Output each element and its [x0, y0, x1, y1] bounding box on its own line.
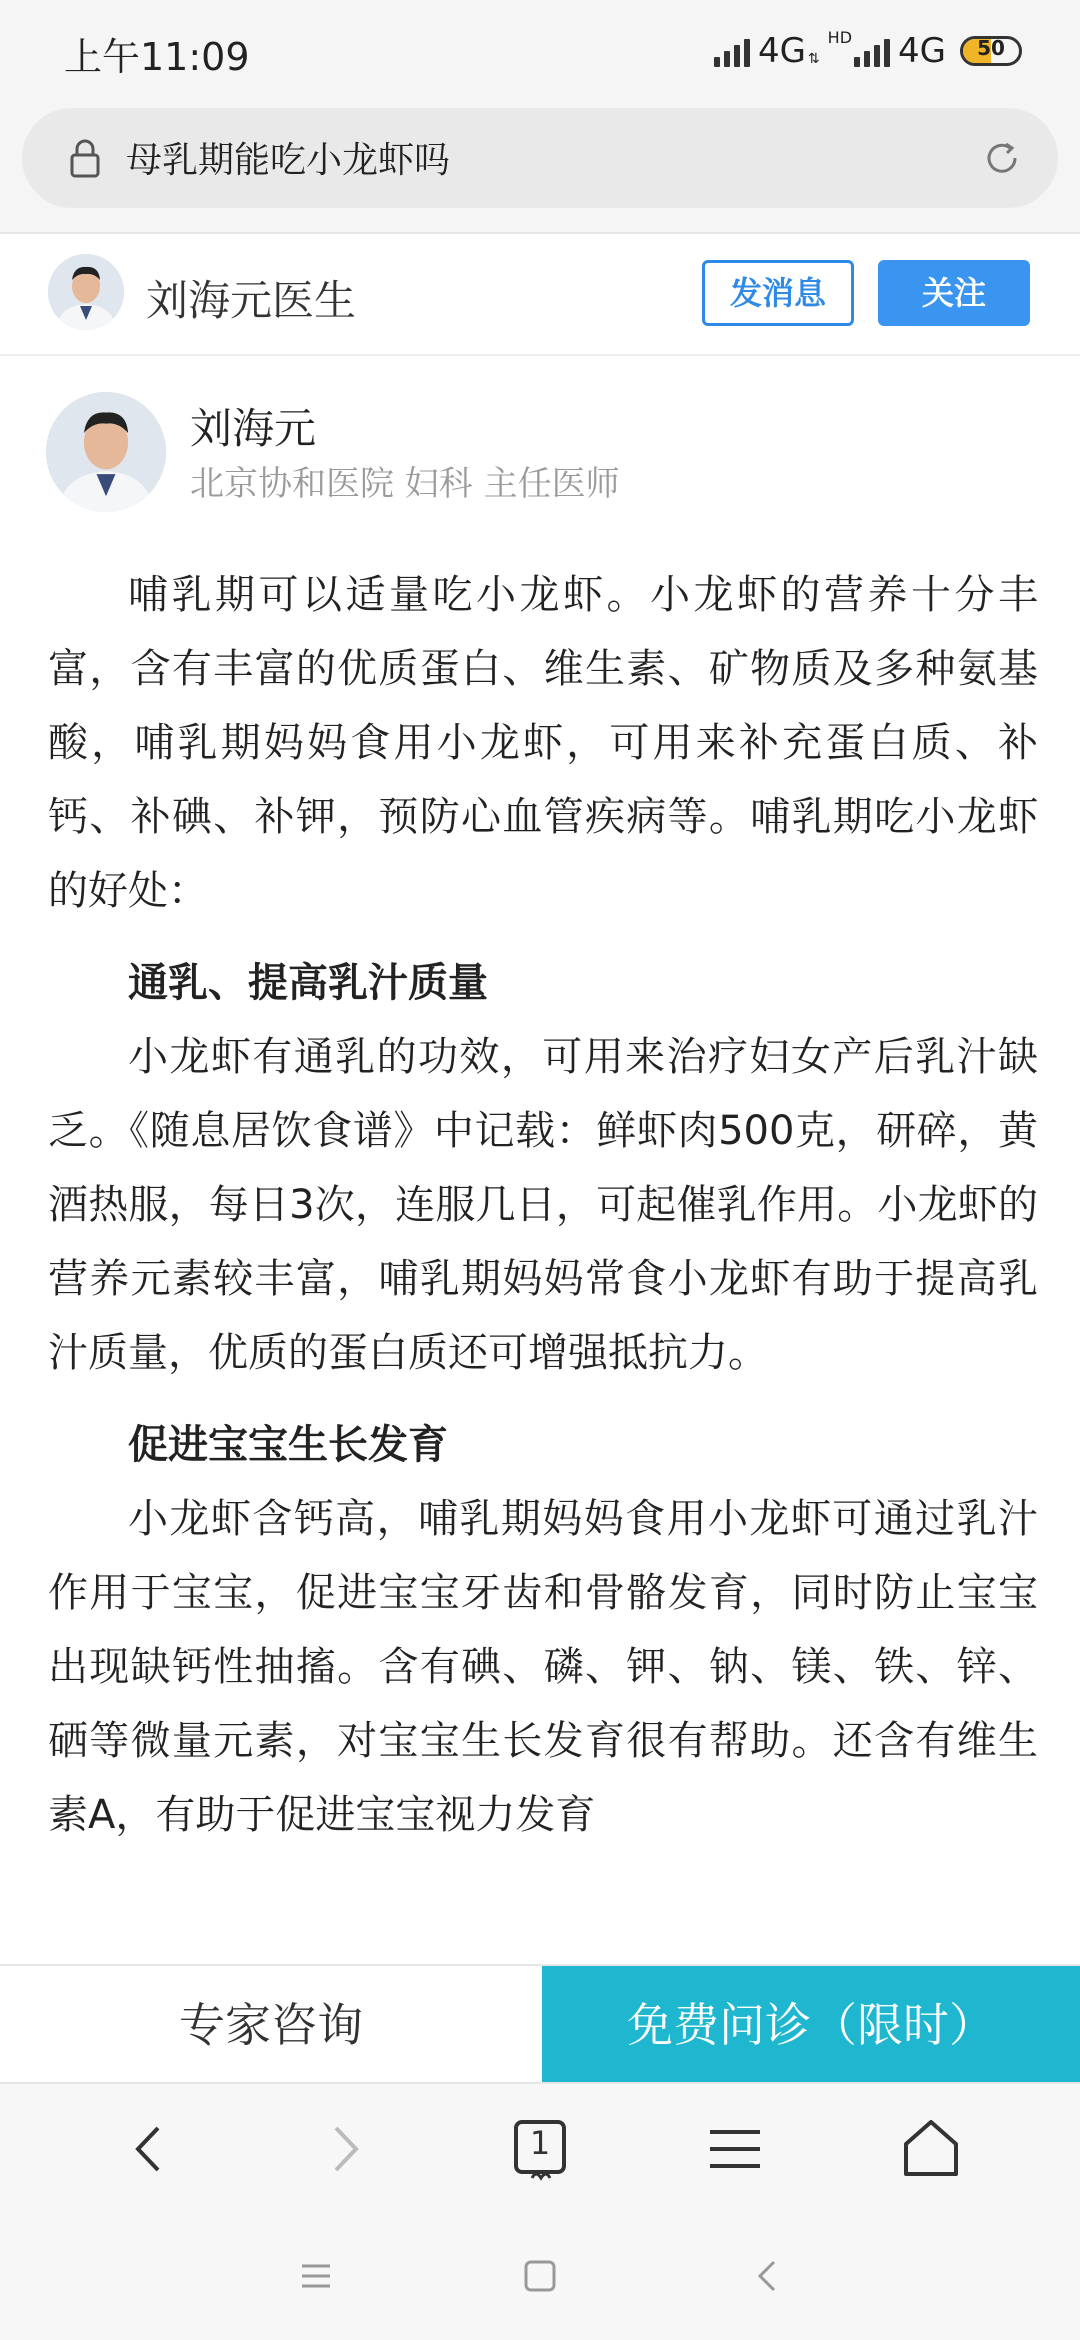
article-body [48, 558, 1038, 1852]
network-label-1: 4G [757, 31, 806, 71]
doctor-portrait-icon [46, 392, 166, 512]
nav-home-icon[interactable] [520, 2256, 560, 2296]
system-nav-bar [0, 2210, 1080, 2340]
section-text: 小龙虾含钙高，哺乳期妈妈食用小龙虾可通过乳汁作用于宝宝，促进宝宝牙齿和骨骼发育，同时防止宝宝出现缺钙性抽搐。含有碘、磷、钾、钠、镁、铁、锌、硒等微量元素，对宝宝生长发育很有帮助。还含有维生素A，有助于促进宝宝视力发育 [48, 1496, 1038, 1838]
battery-level: 50 [977, 36, 1005, 60]
chevron-right-icon[interactable] [310, 2114, 380, 2184]
tabs-button[interactable] [506, 2114, 576, 2184]
signal-icon-2 [854, 35, 890, 67]
free-consult-button[interactable]: 免费问诊（限时） [542, 1966, 1080, 2084]
nav-back-icon[interactable] [748, 2256, 788, 2296]
browser-toolbar [0, 2082, 1080, 2212]
signal-icon [714, 35, 750, 67]
section-text: 小龙虾有通乳的功效，可用来治疗妇女产后乳汁缺乏。《随息居饮食谱》中记载：鲜虾肉500克，研碎，黄酒热服，每日3次，连服几日，可起催乳作用。小龙虾的营养元素较丰富，哺乳期妈妈常食小龙虾有助于提高乳汁质量，优质的蛋白质还可增强抵抗力。 [48, 1034, 1038, 1376]
battery-icon [960, 36, 1022, 66]
expert-consult-button[interactable]: 专家咨询 [179, 1998, 363, 2052]
nav-menu-icon[interactable] [296, 2256, 336, 2296]
section-heading: 通乳、提高乳汁质量 [128, 960, 488, 1006]
consult-action-bar [0, 1964, 1080, 2084]
status-indicators [714, 26, 1022, 76]
follow-button[interactable]: 关注 [878, 260, 1030, 326]
home-icon[interactable] [896, 2114, 966, 2184]
data-arrows-icon: ⇅ [807, 51, 820, 67]
hd-label: HD [827, 27, 853, 47]
avatar[interactable] [48, 254, 124, 330]
lock-icon [70, 138, 100, 178]
doctor-name[interactable]: 刘海元医生 [146, 276, 357, 325]
doctor-portrait-icon [48, 254, 124, 330]
section-heading: 促进宝宝生长发育 [128, 1422, 448, 1468]
url-bar[interactable] [22, 108, 1058, 208]
chevron-left-icon[interactable] [114, 2114, 184, 2184]
tabs-count: 1 [529, 2124, 551, 2162]
reload-icon[interactable] [982, 138, 1022, 178]
browser-url-area [0, 100, 1080, 234]
network-label-2: 4G [898, 31, 946, 71]
message-button[interactable]: 发消息 [702, 260, 854, 326]
doctor-header [0, 234, 1080, 356]
doctor-profile-name: 刘海元 [190, 404, 317, 453]
article-intro: 哺乳期可以适量吃小龙虾。小龙虾的营养十分丰富，含有丰富的优质蛋白、维生素、矿物质及多种氨基酸，哺乳期妈妈食用小龙虾，可用来补充蛋白质、补钙、补碘、补钾，预防心血管疾病等。哺乳期吃小龙虾的好处： [48, 572, 1038, 914]
doctor-avatar[interactable] [46, 392, 166, 512]
status-time: 上午11:09 [64, 35, 250, 79]
status-bar [0, 0, 1080, 100]
doctor-profile-title: 北京协和医院 妇科 主任医师 [190, 464, 620, 504]
menu-icon[interactable] [700, 2114, 770, 2184]
url-text[interactable]: 母乳期能吃小龙虾吗 [126, 140, 451, 181]
